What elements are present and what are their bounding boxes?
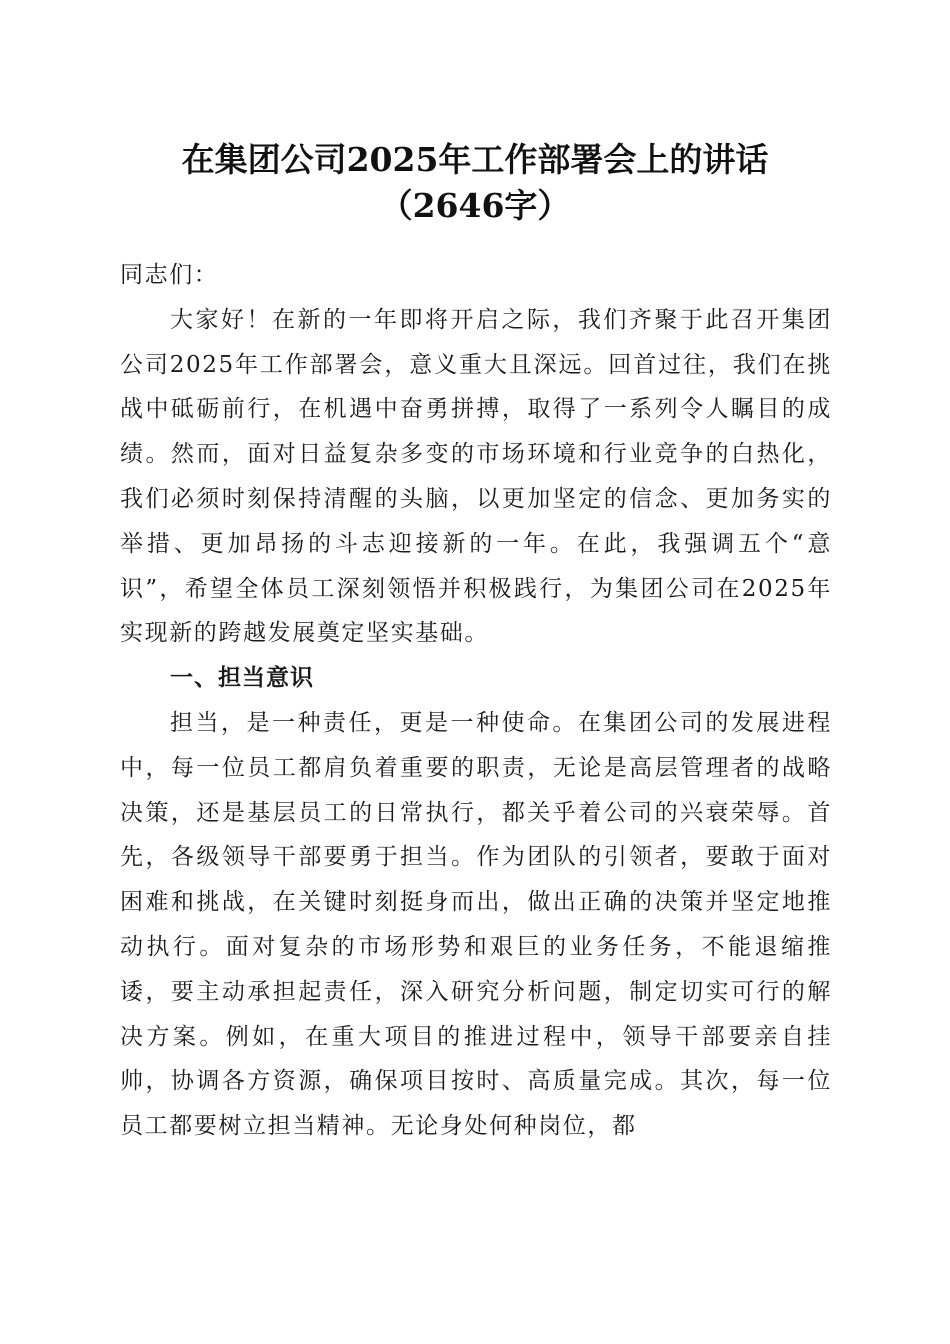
word-count-subtitle: （2646字） [379,186,571,225]
section-1-paragraph: 担当，是一种责任，更是一种使命。在集团公司的发展进程中，每一位员工都肩负着重要的职责，无论是高层管理者的战略决策，还是基层员工的日常执行，都关乎着公司的兴衰荣辱。首先，各级领导干部要勇于担当。作为团队的引领者，要敢于面对困难和挑战，在关键时刻挺身而出，做出正确的决策并坚定地推动执行。面对复杂的市场形势和艰巨的业务任务，不能退缩推诿，要主动承担起责任，深入研究分析问题，制定切实可行的解决方案。例如，在重大项目的推进过程中，领导干部要亲自挂帅，协调各方资源，确保项目按时、高质量完成。其次，每一位员工都要树立担当精神。无论身处何种岗位，都 [120,709,832,1140]
salutation: 同志们： [120,262,219,288]
intro-paragraph: 大家好！在新的一年即将开启之际，我们齐聚于此召开集团公司2025年工作部署会，意义重大且深远。回首过往，我们在挑战中砥砺前行，在机遇中奋勇拼搏，取得了一系列令人瞩目的成绩。然而，面对日益复杂多变的市场环境和行业竞争的白热化，我们必须时刻保持清醒的头脑，以更加坚定的信念、更加务实的举措、更加昂扬的斗志迎接新的一年。在此，我强调五个“意识”，希望全体员工深刻领悟并积极践行，为集团公司在2025年实现新的跨越发展奠定坚实基础。 [120,306,832,647]
section-heading-1: 一、担当意识 [170,665,314,692]
document-body [120,253,832,1149]
page-title: 在集团公司2025年工作部署会上的讲话 [181,140,769,179]
